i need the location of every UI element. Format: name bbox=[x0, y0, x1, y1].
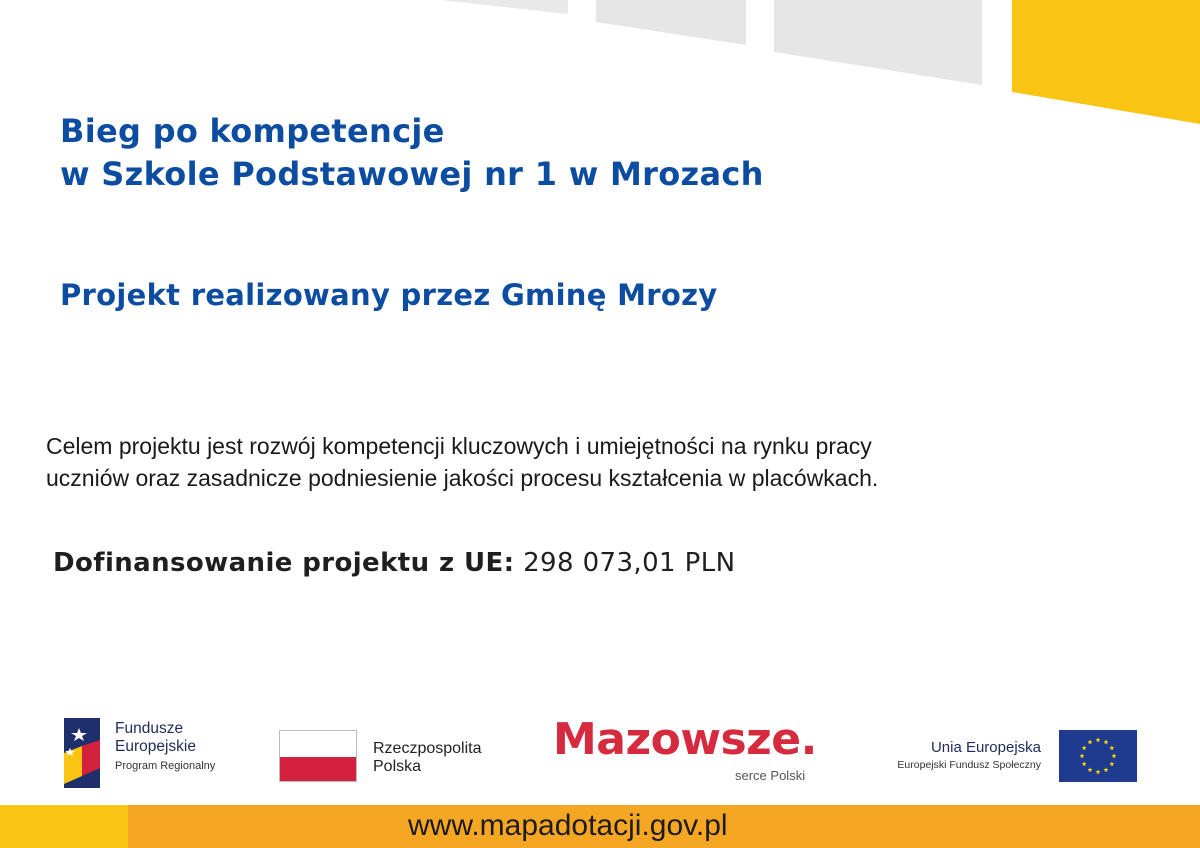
rzeczpospolita-polska-text bbox=[373, 740, 482, 776]
fe-line1: Fundusze bbox=[115, 720, 184, 737]
gray-band-1 bbox=[440, 0, 568, 14]
fundusze-europejskie-logo bbox=[62, 718, 262, 788]
fe-line3: Program Regionalny bbox=[115, 760, 216, 772]
footer-left-accent bbox=[0, 805, 128, 848]
mazowsze-tagline: serce Polski bbox=[735, 768, 806, 783]
funding-amount: 298 073,01 PLN bbox=[523, 548, 736, 578]
mazowsze-logo bbox=[553, 714, 833, 788]
project-title-line2: w Szkole Podstawowej nr 1 w Mrozach bbox=[60, 155, 764, 193]
funding-label: Dofinansowanie projektu z UE: bbox=[53, 548, 515, 578]
unia-europejska-text bbox=[897, 738, 1041, 772]
polish-flag-icon bbox=[279, 730, 357, 782]
ue-line2: Europejski Fundusz Społeczny bbox=[897, 759, 1041, 771]
project-subtitle: Projekt realizowany przez Gminę Mrozy bbox=[60, 278, 718, 312]
fe-line2: Europejskie bbox=[115, 738, 196, 755]
mazowsze-wordmark: Mazowsze. bbox=[553, 714, 817, 765]
yellow-corner-band bbox=[1012, 0, 1200, 124]
gray-band-2 bbox=[596, 0, 746, 45]
project-title bbox=[60, 110, 764, 196]
project-title-line1: Bieg po kompetencje bbox=[60, 112, 445, 150]
rp-line2: Polska bbox=[373, 758, 422, 775]
fundusze-europejskie-icon bbox=[62, 718, 112, 788]
description-line2: uczniów oraz zasadnicze podniesienie jakości procesu kształcenia w placówkach. bbox=[46, 465, 879, 491]
ue-line1: Unia Europejska bbox=[930, 739, 1041, 756]
rzeczpospolita-polska-logo bbox=[279, 730, 519, 784]
logo-strip bbox=[0, 700, 1200, 804]
eu-flag-icon bbox=[1059, 730, 1137, 782]
funding-statement bbox=[53, 548, 735, 578]
fundusze-europejskie-text bbox=[115, 720, 215, 776]
gray-band-3 bbox=[774, 0, 982, 85]
project-description bbox=[46, 430, 878, 494]
footer-url: www.mapadotacji.gov.pl bbox=[408, 809, 728, 842]
rp-line1: Rzeczpospolita bbox=[373, 740, 482, 757]
footer-bar bbox=[0, 805, 1200, 848]
unia-europejska-logo bbox=[873, 730, 1137, 784]
description-line1: Celem projektu jest rozwój kompetencji kluczowych i umiejętności na rynku pracy bbox=[46, 433, 872, 459]
